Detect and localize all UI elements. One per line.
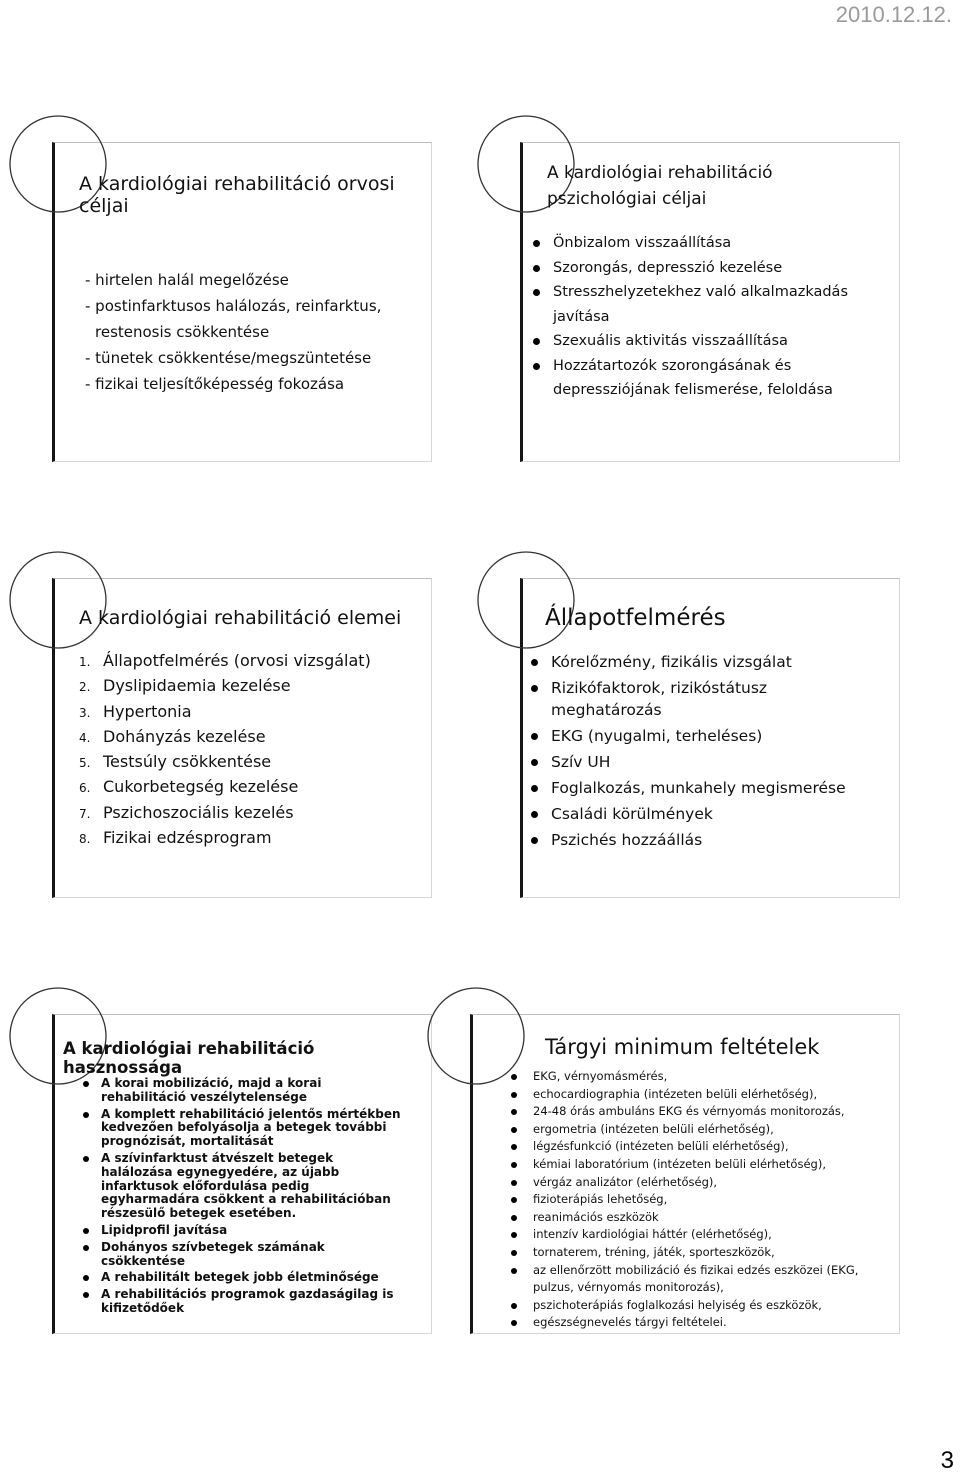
list-item: ergometria (intézeten belüli elérhetőség),	[511, 1121, 895, 1139]
list-item	[79, 750, 371, 775]
item-number: 2.	[79, 680, 91, 695]
list-item	[79, 674, 371, 699]
item-number: 4.	[79, 730, 91, 745]
list-item: reanimációs eszközök	[511, 1209, 895, 1227]
slide-title: A kardiológiai rehabilitáció hasznossága	[63, 1039, 315, 1077]
list-item: tornaterem, tréning, játék, sporteszközök,	[511, 1244, 895, 1262]
list-item: Rizikófaktorok, rizikóstátusz meghatározás	[527, 677, 781, 721]
list-item: - hirtelen halál megelőzése	[85, 271, 289, 289]
list-item: pszichoterápiás foglalkozási helyiség és eszközök,	[511, 1297, 895, 1315]
list-item: Önbizalom visszaállítása	[529, 231, 885, 256]
list-item: A rehabilitációs programok gazdaságilag is kifizetődőek	[81, 1288, 401, 1316]
item-text: Állapotfelmérés (orvosi vizsgálat)	[103, 651, 371, 670]
slide-title: A kardiológiai rehabilitáció elemei	[79, 607, 402, 629]
item-text: Testsúly csökkentése	[103, 752, 272, 772]
list-item: Foglalkozás, munkahely megismerése	[527, 777, 887, 799]
item-text: Cukorbetegség kezelése	[103, 777, 299, 797]
list-item: Hozzátartozók szorongásának és depressziójának felismerése, feloldása	[529, 354, 843, 403]
list-item	[79, 725, 371, 750]
item-text: Dohányzás kezelése	[103, 726, 266, 746]
minimum-list	[511, 1068, 895, 1332]
list-item	[79, 801, 371, 826]
psych-goals-list	[529, 231, 885, 403]
slide-title: A kardiológiai rehabilitáció orvosi céljai	[79, 173, 395, 217]
list-item: Családi körülmények	[527, 803, 887, 825]
list-item: - postinfarktusos halálozás, reinfarktus, restenosis csökkentése	[85, 297, 382, 341]
list-item: EKG (nyugalmi, terheléses)	[527, 725, 887, 747]
slide-title: A kardiológiai rehabilitáció pszichológiai céljai	[547, 163, 773, 209]
slide-medical-goals	[52, 142, 432, 462]
list-item: fizioterápiás lehetőség,	[511, 1191, 895, 1209]
list-item: A szívinfarktust átvészelt betegek halálozása egynegyedére, az újabb infarktusok előfordulása pedig egyharmadára csökkent a rehabilitációban részesülő betegek esetében.	[81, 1152, 401, 1221]
item-number: 5.	[79, 756, 91, 771]
item-number: 3.	[79, 705, 91, 720]
item-number: 8.	[79, 832, 91, 847]
list-item: légzésfunkció (intézeten belüli elérhetőség),	[511, 1138, 895, 1156]
slide-benefits	[52, 1014, 432, 1334]
item-text: Hypertonia	[103, 701, 192, 721]
list-item	[79, 775, 371, 800]
list-item	[79, 700, 371, 725]
list-item	[79, 649, 371, 674]
list-item: Lipidprofil javítása	[81, 1224, 401, 1238]
medical-goals-list	[85, 267, 425, 397]
list-item: egészségnevelés tárgyi feltételei.	[511, 1314, 895, 1332]
list-item: Stresszhelyzetekhez való alkalmazkadás javítása	[529, 280, 885, 329]
list-item: - tünetek csökkentése/megszüntetése	[85, 349, 372, 367]
list-item: echocardiographia (intézeten belüli elérhetőség),	[511, 1086, 895, 1104]
item-number: 6.	[79, 781, 91, 796]
elements-list	[79, 649, 371, 851]
list-item: Kórelőzmény, fizikális vizsgálat	[527, 651, 887, 673]
list-item: A korai mobilizáció, majd a korai rehabilitáció veszélytelensége	[81, 1077, 401, 1105]
item-text: Fizikai edzésprogram	[103, 828, 272, 848]
header-date: 2010.12.12.	[835, 2, 952, 27]
list-item: A komplett rehabilitáció jelentős mértékben kedvezően befolyásolja a betegek további prognózisát, mortalitását	[81, 1108, 401, 1149]
list-item: intenzív kardiológiai háttér (elérhetőség),	[511, 1226, 895, 1244]
slide-elements	[52, 578, 432, 898]
item-number: 7.	[79, 806, 91, 821]
item-text: Dyslipidaemia kezelése	[103, 676, 291, 696]
list-item	[79, 826, 371, 851]
list-item: kémiai laboratórium (intézeten belüli elérhetőség),	[511, 1156, 895, 1174]
page-number: 3	[940, 1447, 954, 1474]
benefits-list	[81, 1077, 401, 1319]
item-text: Pszichoszociális kezelés	[103, 802, 294, 822]
list-item: - fizikai teljesítőképesség fokozása	[85, 375, 345, 393]
list-item: Szorongás, depresszió kezelése	[529, 256, 885, 281]
slide-psych-goals	[520, 142, 900, 462]
slide-title: Állapotfelmérés	[545, 605, 726, 631]
list-item: vérgáz analizátor (elérhetőség),	[511, 1174, 895, 1192]
assessment-list	[527, 651, 887, 855]
slide-assessment	[520, 578, 900, 898]
slide-minimum-requirements	[470, 1014, 900, 1334]
list-item: 24-48 órás ambuláns EKG és vérnyomás monitorozás,	[511, 1103, 895, 1121]
list-item: Dohányos szívbetegek számának csökkentése	[81, 1241, 401, 1269]
slide-title: Tárgyi minimum feltételek	[545, 1035, 820, 1059]
list-item: Szexuális aktivitás visszaállítása	[529, 329, 885, 354]
list-item: az ellenőrzött mobilizáció és fizikai edzés eszközei (EKG, pulzus, vérnyomás monitorozás),	[511, 1262, 895, 1297]
list-item: Szív UH	[527, 751, 887, 773]
list-item: Pszichés hozzáállás	[527, 829, 887, 851]
list-item: A rehabilitált betegek jobb életminősége	[81, 1271, 401, 1285]
list-item: EKG, vérnyomásmérés,	[511, 1068, 895, 1086]
slide-arc-decoration	[3, 545, 113, 655]
slide-arc-decoration	[471, 545, 581, 655]
item-number: 1.	[79, 655, 91, 669]
